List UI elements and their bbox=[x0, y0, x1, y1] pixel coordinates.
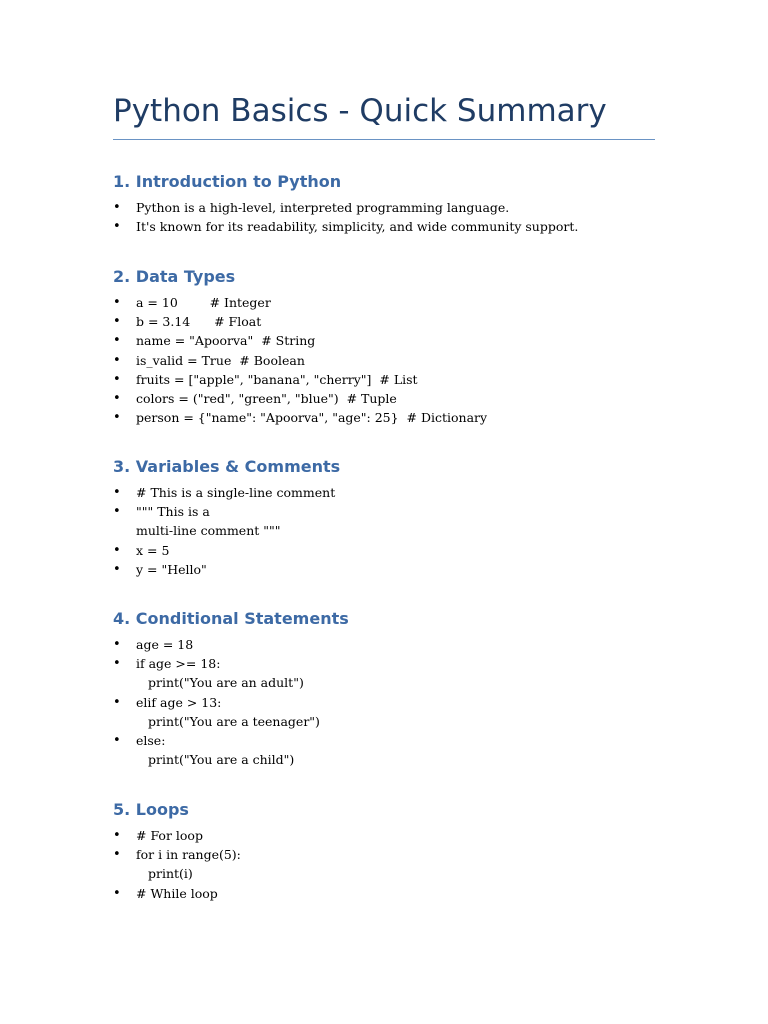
item-text: elif age > 13: bbox=[136, 694, 222, 710]
list-item bbox=[113, 635, 673, 654]
bullet-icon: • bbox=[113, 314, 121, 330]
list-item bbox=[113, 293, 673, 312]
list-item bbox=[113, 560, 673, 579]
bullet-icon: • bbox=[113, 733, 121, 749]
item-text: Python is a high-level, interpreted programming language. bbox=[136, 200, 510, 215]
bullet-icon: • bbox=[113, 485, 121, 500]
item-text: It's known for its readability, simplicity, and wide community support. bbox=[136, 219, 579, 235]
item-text-continuation: print(i) bbox=[148, 866, 193, 882]
bullet-icon: • bbox=[113, 391, 121, 407]
bullet-icon: • bbox=[113, 504, 121, 520]
item-text: age = 18 bbox=[136, 637, 194, 652]
list-item bbox=[113, 502, 673, 540]
bullet-list bbox=[113, 483, 673, 579]
list-item bbox=[113, 312, 673, 331]
item-text: # This is a single-line comment bbox=[136, 485, 336, 500]
list-item bbox=[113, 654, 673, 692]
bullet-icon: • bbox=[113, 847, 121, 863]
item-text: for i in range(5): bbox=[136, 847, 241, 863]
section-conditional-statements bbox=[113, 609, 673, 769]
section-heading: 4. Conditional Statements bbox=[113, 609, 349, 628]
item-text-continuation: print("You are a teenager") bbox=[148, 713, 320, 729]
bullet-icon: • bbox=[113, 371, 121, 387]
bullet-icon: • bbox=[113, 219, 121, 235]
list-item bbox=[113, 826, 673, 845]
item-text: # While loop bbox=[136, 885, 218, 901]
bullet-list bbox=[113, 293, 673, 427]
list-item bbox=[113, 198, 673, 217]
bullet-icon: • bbox=[113, 295, 121, 310]
item-text-continuation: print("You are an adult") bbox=[148, 675, 304, 691]
item-text: name = "Apoorva" # String bbox=[136, 333, 316, 349]
bullet-list bbox=[113, 635, 673, 769]
list-item bbox=[113, 541, 673, 560]
bullet-icon: • bbox=[113, 656, 121, 672]
bullet-icon: • bbox=[113, 352, 121, 368]
section-variables-comments bbox=[113, 457, 673, 579]
item-text: colors = ("red", "green", "blue") # Tuple bbox=[136, 391, 397, 407]
bullet-icon: • bbox=[113, 333, 121, 349]
item-text-continuation: multi-line comment """ bbox=[136, 523, 281, 539]
bullet-icon: • bbox=[113, 885, 121, 901]
list-item bbox=[113, 884, 673, 903]
bullet-list bbox=[113, 198, 673, 236]
item-text: b = 3.14 # Float bbox=[136, 314, 262, 330]
item-text: a = 10 # Integer bbox=[136, 295, 271, 310]
item-text: x = 5 bbox=[136, 542, 170, 558]
bullet-icon: • bbox=[113, 694, 121, 710]
item-text: person = {"name": "Apoorva", "age": 25} # Dictionary bbox=[136, 410, 488, 426]
item-text: else: bbox=[136, 733, 166, 749]
item-text: fruits = ["apple", "banana", "cherry"] # List bbox=[136, 371, 418, 387]
list-item bbox=[113, 370, 673, 389]
list-item bbox=[113, 483, 673, 502]
list-item bbox=[113, 351, 673, 370]
bullet-icon: • bbox=[113, 410, 121, 426]
list-item bbox=[113, 845, 673, 883]
document-title: Python Basics - Quick Summary bbox=[113, 93, 607, 129]
bullet-icon: • bbox=[113, 637, 121, 652]
section-introduction bbox=[113, 172, 673, 236]
list-item bbox=[113, 731, 673, 769]
section-loops bbox=[113, 800, 673, 903]
item-text: is_valid = True # Boolean bbox=[136, 352, 305, 368]
section-heading: 1. Introduction to Python bbox=[113, 172, 342, 191]
list-item bbox=[113, 217, 673, 236]
bullet-list bbox=[113, 826, 673, 903]
list-item bbox=[113, 408, 673, 427]
title-divider bbox=[113, 139, 655, 140]
bullet-icon: • bbox=[113, 561, 121, 577]
bullet-icon: • bbox=[113, 828, 121, 843]
list-item bbox=[113, 693, 673, 731]
item-text: """ This is a bbox=[136, 504, 210, 520]
item-text: y = "Hello" bbox=[136, 561, 207, 577]
bullet-icon: • bbox=[113, 200, 121, 215]
section-heading: 2. Data Types bbox=[113, 267, 236, 286]
section-data-types bbox=[113, 267, 673, 427]
list-item bbox=[113, 389, 673, 408]
bullet-icon: • bbox=[113, 542, 121, 558]
item-text-continuation: print("You are a child") bbox=[148, 752, 295, 768]
item-text: # For loop bbox=[136, 828, 203, 843]
section-heading: 3. Variables & Comments bbox=[113, 457, 341, 476]
item-text: if age >= 18: bbox=[136, 656, 221, 672]
list-item bbox=[113, 331, 673, 350]
section-heading: 5. Loops bbox=[113, 800, 189, 819]
